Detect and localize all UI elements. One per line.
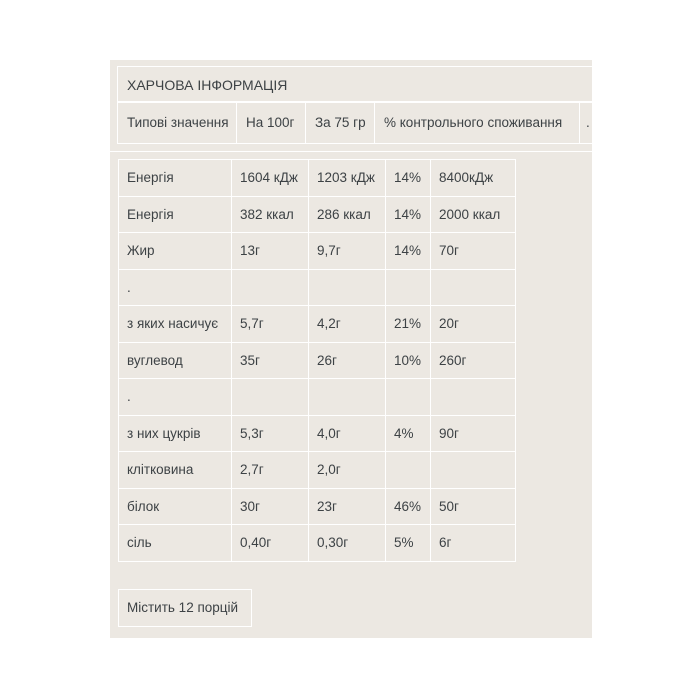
table-row [119,160,516,197]
percent-ri: 4% [386,415,431,452]
percent-ri: 5% [386,525,431,562]
value-per-100g [232,379,309,416]
table-row [119,342,516,379]
value-per-75g: 1203 кДж [309,160,386,197]
percent-ri [386,379,431,416]
reference-intake [431,452,516,489]
table-row [119,488,516,525]
value-per-100g: 13г [232,233,309,270]
value-per-100g [232,269,309,306]
value-per-75g [309,269,386,306]
table-row [119,415,516,452]
nutrition-table [118,159,516,562]
value-per-75g: 4,2г [309,306,386,343]
value-per-75g: 0,30г [309,525,386,562]
value-per-75g: 286 ккал [309,196,386,233]
value-per-75g: 26г [309,342,386,379]
reference-intake [431,379,516,416]
nutrient-name: Жир [119,233,232,270]
value-per-100g: 30г [232,488,309,525]
table-row [119,452,516,489]
value-per-100g: 382 ккал [232,196,309,233]
nutrient-name: . [119,379,232,416]
nutrient-name: . [119,269,232,306]
nutrient-name: з яких насичує [119,306,232,343]
percent-ri: 21% [386,306,431,343]
nutrient-name: Енергія [119,196,232,233]
nutrient-name: вуглевод [119,342,232,379]
value-per-100g: 5,7г [232,306,309,343]
nutrition-panel [110,60,592,638]
reference-intake [431,269,516,306]
value-per-100g: 2,7г [232,452,309,489]
reference-intake: 90г [431,415,516,452]
nutrient-name: сіль [119,525,232,562]
value-per-100g: 35г [232,342,309,379]
value-per-75g: 2,0г [309,452,386,489]
percent-ri [386,452,431,489]
divider [110,151,592,152]
percent-ri: 14% [386,196,431,233]
nutrient-name: клітковина [119,452,232,489]
percent-ri [386,269,431,306]
nutrient-name: білок [119,488,232,525]
reference-intake: 2000 ккал [431,196,516,233]
value-per-100g: 5,3г [232,415,309,452]
reference-intake: 8400кДж [431,160,516,197]
value-per-100g: 1604 кДж [232,160,309,197]
reference-intake: 6г [431,525,516,562]
value-per-75g: 9,7г [309,233,386,270]
nutrient-name: з них цукрів [119,415,232,452]
value-per-75g [309,379,386,416]
header-row [117,102,592,144]
reference-intake: 260г [431,342,516,379]
header-typical-values: Типові значення [117,102,237,144]
value-per-100g: 0,40г [232,525,309,562]
header-reference-intake: % контрольного споживання [374,102,580,144]
percent-ri: 10% [386,342,431,379]
nutrient-name: Енергія [119,160,232,197]
percent-ri: 14% [386,160,431,197]
value-per-75g: 23г [309,488,386,525]
percent-ri: 14% [386,233,431,270]
reference-intake: 70г [431,233,516,270]
table-row [119,379,516,416]
reference-intake: 20г [431,306,516,343]
table-row [119,269,516,306]
table-row [119,306,516,343]
nutrition-title: ХАРЧОВА ІНФОРМАЦІЯ [117,66,592,102]
table-row [119,525,516,562]
header-per-75g: За 75 гр [305,102,375,144]
header-per-100g: На 100г [236,102,306,144]
table-row [119,233,516,270]
percent-ri: 46% [386,488,431,525]
servings-note: Містить 12 порцій [118,589,252,627]
reference-intake: 50г [431,488,516,525]
value-per-75g: 4,0г [309,415,386,452]
table-row [119,196,516,233]
header-extra: . [579,102,592,144]
